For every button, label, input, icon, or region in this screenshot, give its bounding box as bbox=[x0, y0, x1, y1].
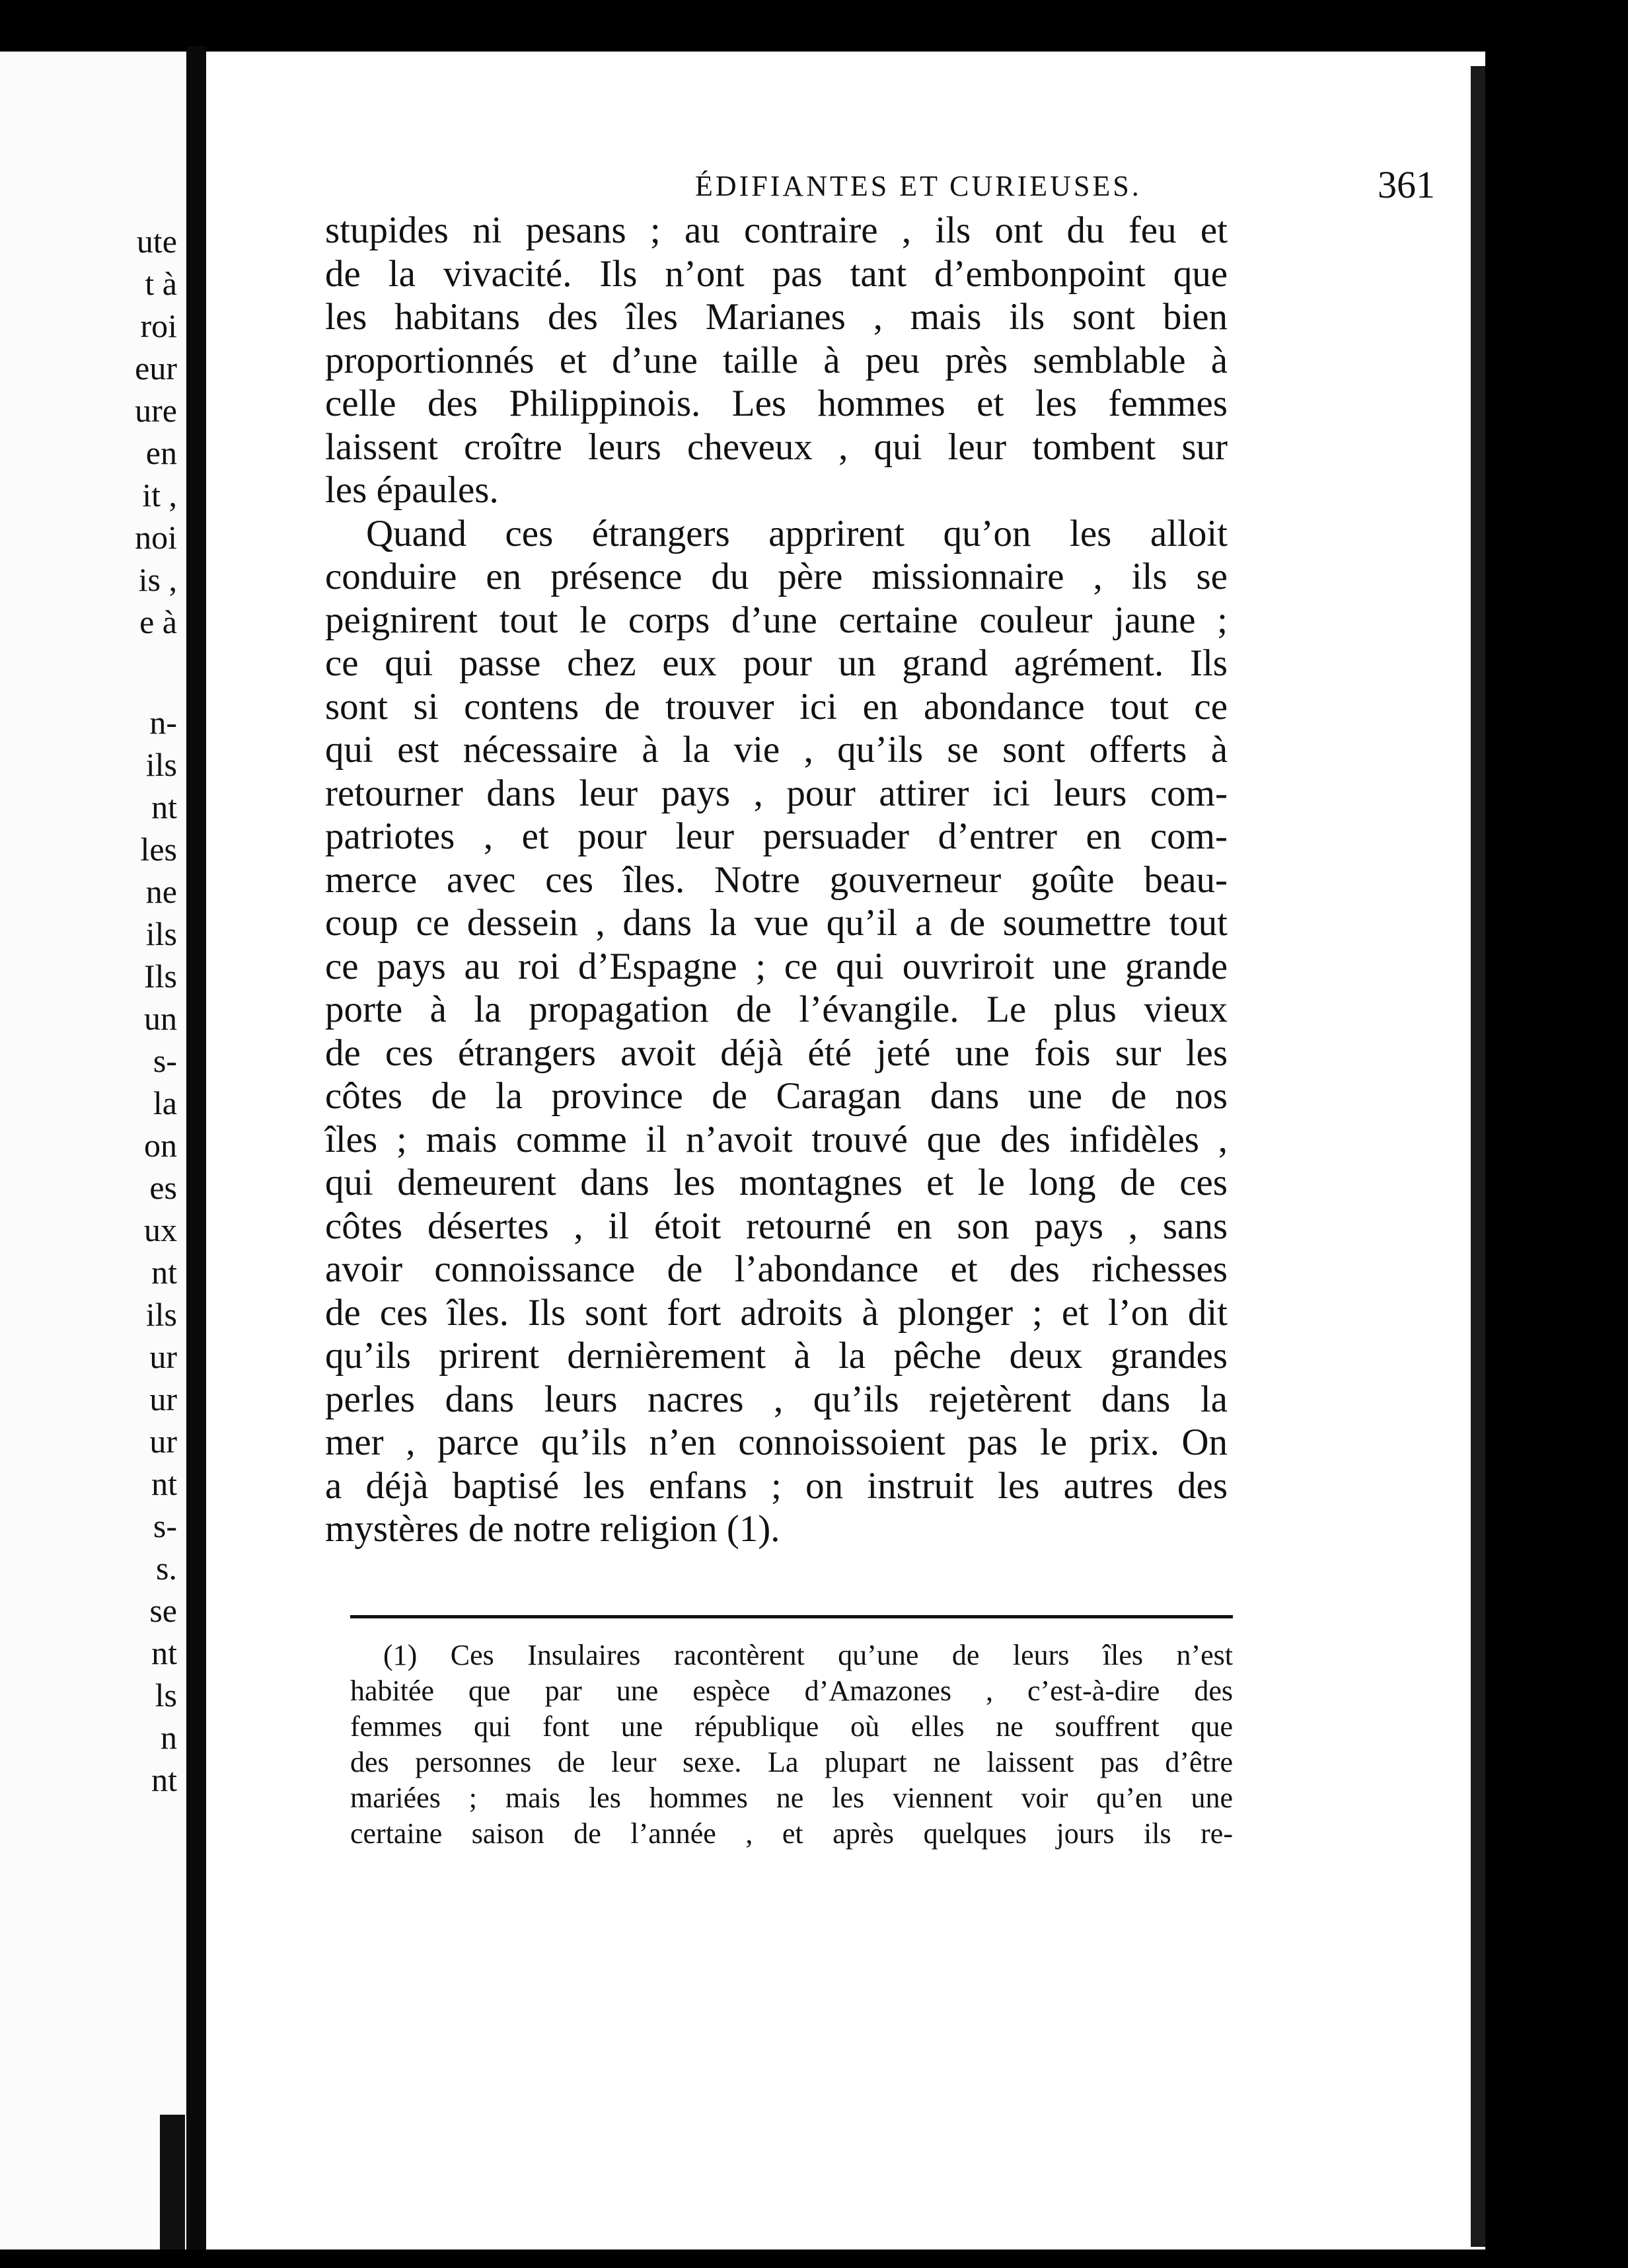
body-line: les habitans des îles Marianes , mais ils sont bien bbox=[325, 296, 1228, 338]
book-page bbox=[206, 52, 1471, 2249]
body-line: les épaules. bbox=[325, 469, 499, 511]
body-line: merce avec ces îles. Notre gouverneur goûte beau- bbox=[325, 858, 1228, 901]
left-page-fragment: eur bbox=[135, 350, 177, 387]
body-line: côtes de la province de Caragan dans une de nos bbox=[325, 1075, 1228, 1117]
left-page-fragment: ne bbox=[145, 873, 177, 910]
body-line: de la vivacité. Ils n’ont pas tant d’embonpoint que bbox=[325, 252, 1228, 295]
body-line: avoir connoissance de l’abondance et des richesses bbox=[325, 1248, 1228, 1290]
body-line: a déjà baptisé les enfans ; on instruit les autres des bbox=[325, 1464, 1228, 1507]
left-page-fragment: les bbox=[140, 831, 177, 868]
book-gutter bbox=[186, 46, 206, 2268]
body-line: de ces étrangers avoit déjà été jeté une fois sur les bbox=[325, 1032, 1228, 1074]
left-page-fragment: ute bbox=[136, 223, 177, 260]
left-page-fragment: nt bbox=[151, 1254, 177, 1291]
footnote-line: certaine saison de l’année , et après quelques jours ils re- bbox=[350, 1817, 1233, 1850]
left-page-fragment: nt bbox=[151, 788, 177, 825]
left-page-fragment: se bbox=[149, 1592, 177, 1629]
footnote-line: (1) Ces Insulaires racontèrent qu’une de leurs îles n’est bbox=[383, 1639, 1233, 1671]
left-page-fragment: n- bbox=[149, 704, 177, 741]
left-page-fragment: en bbox=[145, 434, 177, 471]
body-line: patriotes , et pour leur persuader d’entrer en com- bbox=[325, 815, 1228, 857]
body-line: mer , parce qu’ils n’en connoissoient pas le prix. On bbox=[325, 1421, 1228, 1463]
left-page-fragment: ur bbox=[149, 1423, 177, 1460]
left-page-fragment: it , bbox=[142, 476, 177, 513]
left-page-fragment: is , bbox=[138, 561, 177, 598]
body-line: sont si contens de trouver ici en abondance tout ce bbox=[325, 685, 1228, 728]
scan-border-bottom bbox=[0, 2249, 1628, 2268]
body-line: laissent croître leurs cheveux , qui leur tombent sur bbox=[325, 426, 1228, 468]
left-page-fragment: Ils bbox=[144, 958, 177, 995]
left-page-fragment: un bbox=[144, 1000, 177, 1037]
footnote bbox=[350, 1638, 1233, 1852]
body-line: conduire en présence du père missionnaire , ils se bbox=[325, 556, 1228, 597]
footnote-line: habitée que par une espèce d’Amazones , c’est-à-dire des bbox=[350, 1675, 1233, 1707]
body-line: coup ce dessein , dans la vue qu’il a de soumettre tout bbox=[325, 902, 1228, 944]
body-line: qui demeurent dans les montagnes et le long de ces bbox=[325, 1162, 1228, 1203]
left-page-fragment: ur bbox=[149, 1338, 177, 1375]
footnote-line: des personnes de leur sexe. La plupart ne laissent pas d’être bbox=[350, 1746, 1233, 1778]
left-page-fragment: s- bbox=[153, 1042, 177, 1079]
left-page-fragment: ils bbox=[145, 746, 177, 783]
left-page-fragment: n bbox=[161, 1719, 177, 1756]
page-header bbox=[497, 163, 1435, 215]
left-page-fragment: noi bbox=[135, 519, 177, 556]
body-line: porte à la propagation de l’évangile. Le plus vieux bbox=[325, 989, 1228, 1030]
body-line: celle des Philippinois. Les hommes et les femmes bbox=[325, 383, 1228, 424]
running-head: ÉDIFIANTES ET CURIEUSES. bbox=[695, 170, 1142, 202]
left-page-fragment: roi bbox=[140, 307, 177, 344]
left-page-fragment: nt bbox=[151, 1634, 177, 1671]
body-line: qu’ils prirent dernièrement à la pêche deux grandes bbox=[325, 1335, 1228, 1377]
scan-border-top bbox=[0, 0, 1628, 52]
body-line: stupides ni pesans ; au contraire , ils ont du feu et bbox=[325, 209, 1228, 251]
left-page-fragment: s- bbox=[153, 1507, 177, 1544]
body-line: îles ; mais comme il n’avoit trouvé que des infidèles , bbox=[325, 1118, 1228, 1160]
left-page-fragment: ur bbox=[149, 1380, 177, 1418]
left-page-fragment: t à bbox=[145, 265, 177, 302]
body-line: proportionnés et d’une taille à peu près semblable à bbox=[325, 339, 1228, 381]
scan-artifact bbox=[160, 2115, 185, 2249]
body-line: ce qui passe chez eux pour un grand agrément. Ils bbox=[325, 642, 1228, 684]
footnote-line: femmes qui font une république où elles ne souffrent que bbox=[350, 1710, 1233, 1743]
left-page-fragment: e à bbox=[139, 603, 177, 640]
left-page-fragment: ils bbox=[145, 1296, 177, 1333]
body-line: perles dans leurs nacres , qu’ils rejetèrent dans la bbox=[325, 1378, 1228, 1420]
left-page-fragment: s. bbox=[156, 1550, 177, 1587]
body-line: ce pays au roi d’Espagne ; ce qui ouvriroit une grande bbox=[325, 945, 1228, 987]
page-number: 361 bbox=[1378, 163, 1435, 206]
left-page-fragment: es bbox=[149, 1169, 177, 1206]
left-page-fragment: on bbox=[144, 1127, 177, 1164]
footnote-line: mariées ; mais les hommes ne les viennent voir qu’en une bbox=[350, 1782, 1233, 1814]
body-line: qui est nécessaire à la vie , qu’ils se sont offerts à bbox=[325, 729, 1228, 771]
left-page-fragment: ure bbox=[135, 392, 177, 429]
left-page-fragment: nt bbox=[151, 1465, 177, 1502]
body-line: retourner dans leur pays , pour attirer ici leurs com- bbox=[325, 772, 1228, 814]
left-page-fragment: ux bbox=[144, 1211, 177, 1248]
page-edge-shadow bbox=[1471, 66, 1485, 2247]
left-page-fragment: nt bbox=[151, 1761, 177, 1798]
left-page-fragment: ils bbox=[145, 915, 177, 952]
paragraph-start-line: Quand ces étrangers apprirent qu’on les alloit bbox=[366, 512, 1228, 554]
footnote-rule bbox=[350, 1615, 1233, 1618]
left-page-fragment: la bbox=[153, 1084, 177, 1121]
body-line: mystères de notre religion (1). bbox=[325, 1508, 780, 1550]
scan-border-right bbox=[1485, 40, 1628, 2268]
body-line: peignirent tout le corps d’une certaine couleur jaune ; bbox=[325, 599, 1228, 641]
left-page-fragment: ls bbox=[155, 1677, 177, 1714]
body-line: de ces îles. Ils sont fort adroits à plonger ; et l’on dit bbox=[325, 1291, 1228, 1334]
body-line: côtes désertes , il étoit retourné en son pays , sans bbox=[325, 1205, 1228, 1247]
previous-page-sliver bbox=[0, 52, 186, 2249]
body-text bbox=[325, 209, 1228, 1551]
